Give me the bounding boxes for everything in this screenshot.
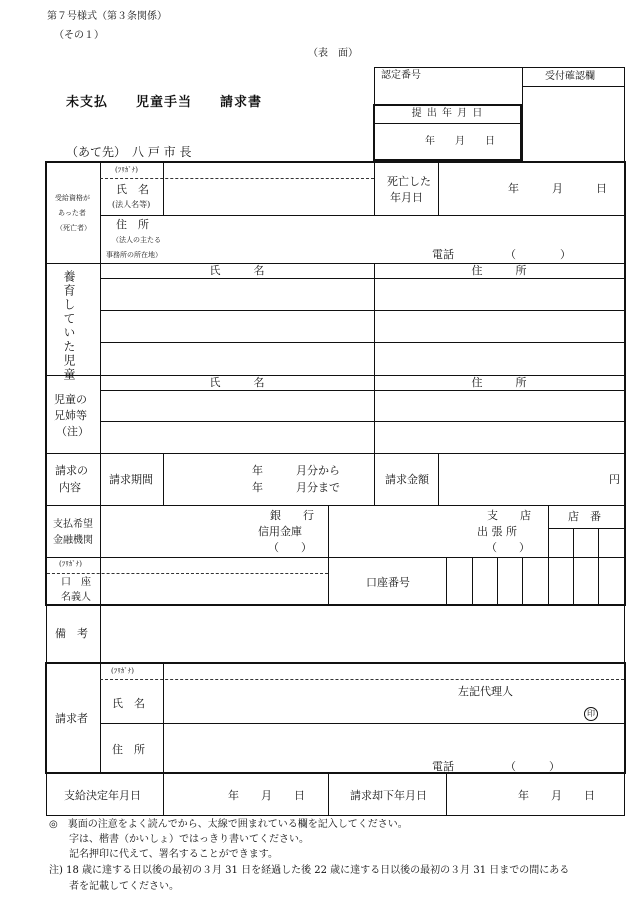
cert-no-field[interactable] [430,68,520,102]
death-date-label-2: 年月日 [390,191,423,204]
reject-date-label: 請求却下年月日 [350,789,427,802]
siblings-address-header: 住 所 [471,376,527,389]
claim-period-label: 請求期間 [109,473,153,486]
children-section-label: 養育していた児童 [62,270,76,382]
decision-date-field[interactable]: 年 月 日 [228,789,305,802]
siblings-label-2: 兄姉等 [54,409,87,422]
agent-label: 左記代理人 [458,685,513,698]
note-3: 記名押印に代えて、署名することができます。 [69,849,278,860]
bank-label-1: 支払希望 [53,519,93,530]
account-no-field[interactable] [448,559,622,604]
address-to: （あて先） 八 戸 市 長 [66,145,192,159]
deceased-address-sub-1: （法人の主たる [112,236,161,244]
claimant-address-label: 住 所 [112,743,145,756]
claim-label-2: 内容 [59,481,81,494]
deceased-name-label: 氏 名 [116,183,149,196]
claimant-name-field[interactable] [165,681,445,722]
child-address-field-1[interactable] [376,280,622,309]
deceased-address-sub-2: 事務所の所在地） [106,251,162,259]
note-2: 字は、楷書（かいしょ）ではっきり書いてください。 [69,834,309,845]
holder-furigana-label: (ﾌﾘｶﾞﾅ) [59,560,82,568]
branch-type-other: （ ） [486,541,530,554]
claimant-address-field[interactable] [165,725,425,755]
claimant-furigana-field[interactable] [165,665,622,678]
holder-label-1: 口 座 [61,577,91,588]
claim-amount-label: 請求金額 [385,473,429,486]
claim-period-from[interactable]: 年 月分から [252,464,340,477]
form-side: （表 面） [308,48,358,59]
sibling-address-field-2[interactable] [376,423,622,452]
bank-label-2: 金融機関 [53,535,93,546]
branch-name-field[interactable] [330,507,470,555]
deceased-label-1: 受給資格が [55,194,90,202]
claimant-furigana-label: (ﾌﾘｶﾞﾅ) [111,667,134,675]
deceased-label-2: あった者 [58,209,86,217]
claim-amount-field[interactable] [440,455,608,504]
deceased-address-label: 住 所 [116,218,149,231]
branch-no-label: 店 番 [568,510,601,523]
child-name-field-3[interactable] [102,344,372,374]
deceased-furigana-field[interactable] [165,164,373,177]
bank-type-bank: 銀 行 [270,509,314,522]
child-name-field-1[interactable] [102,280,372,309]
claimant-name-label: 氏 名 [112,697,145,710]
deceased-furigana-label: (ﾌﾘｶﾞﾅ) [115,166,138,174]
receipt-field[interactable] [524,88,623,161]
cert-no-label: 認定番号 [381,70,421,81]
page-title: 未支払 児童手当 請求書 [66,95,263,110]
branch-no-field[interactable] [550,530,622,556]
claimant-phone-field[interactable]: （ ） [505,760,560,773]
claimant-phone-label: 電話 [432,760,454,773]
holder-furigana-field[interactable] [102,559,326,572]
sibling-name-field-1[interactable] [102,392,372,420]
note-4: 注) 18 歳に達する日以後の最初の３月 31 日を経過した後 22 歳に達する日以後の最初の３月 31 日までの間にある [49,865,570,876]
account-no-label: 口座番号 [366,576,410,589]
children-address-header: 住 所 [471,264,527,277]
decision-date-label: 支給決定年月日 [64,789,141,802]
holder-name-field[interactable] [102,575,326,604]
reject-date-field[interactable]: 年 月 日 [518,789,595,802]
receipt-label: 受付確認欄 [545,71,595,82]
note-1: ◎ 裏面の注意をよく読んでから、太線で囲まれている欄を記入してください。 [49,819,408,830]
death-date-field[interactable]: 年 月 日 [508,182,607,195]
children-name-header: 氏 名 [209,264,265,277]
sibling-address-field-1[interactable] [376,392,622,420]
deceased-label-3: （死亡者） [56,224,91,232]
form-number: 第７号様式（第３条関係） [47,11,167,22]
branch-type-office: 出 張 所 [477,525,517,538]
death-date-label-1: 死亡した [387,175,431,188]
claim-period-to[interactable]: 年 月分まで [252,481,340,494]
deceased-name-sub: (法人名等) [112,200,151,209]
form-part: （その１） [54,30,104,41]
deceased-phone-field[interactable]: （ ） [505,248,571,261]
siblings-label-3: （注） [56,425,89,438]
siblings-name-header: 氏 名 [209,376,265,389]
child-name-field-2[interactable] [102,312,372,341]
deceased-phone-label: 電話 [432,248,454,261]
deceased-address-field[interactable] [165,217,425,247]
remarks-label: 備 考 [55,627,88,640]
claim-amount-unit: 円 [609,473,620,486]
remarks-field[interactable] [102,608,622,660]
seal-mark: 印 [584,707,598,721]
claim-label-1: 請求の [55,464,88,477]
bank-type-shinkin: 信用金庫 [258,525,302,538]
holder-label-2: 名義人 [61,592,91,603]
siblings-label-1: 児童の [54,393,87,406]
note-5: 者を記載してください。 [69,881,179,892]
submit-date-label: 提 出 年 月 日 [411,108,484,119]
claimant-label: 請求者 [55,712,88,725]
deceased-name-field[interactable] [165,180,373,214]
child-address-field-3[interactable] [376,344,622,374]
sibling-name-field-2[interactable] [102,423,372,452]
branch-type-branch: 支 店 [487,509,531,522]
submit-date-field[interactable]: 年 月 日 [425,136,495,147]
bank-name-field[interactable] [102,507,262,555]
child-address-field-2[interactable] [376,312,622,341]
bank-type-other: （ ） [268,541,312,554]
